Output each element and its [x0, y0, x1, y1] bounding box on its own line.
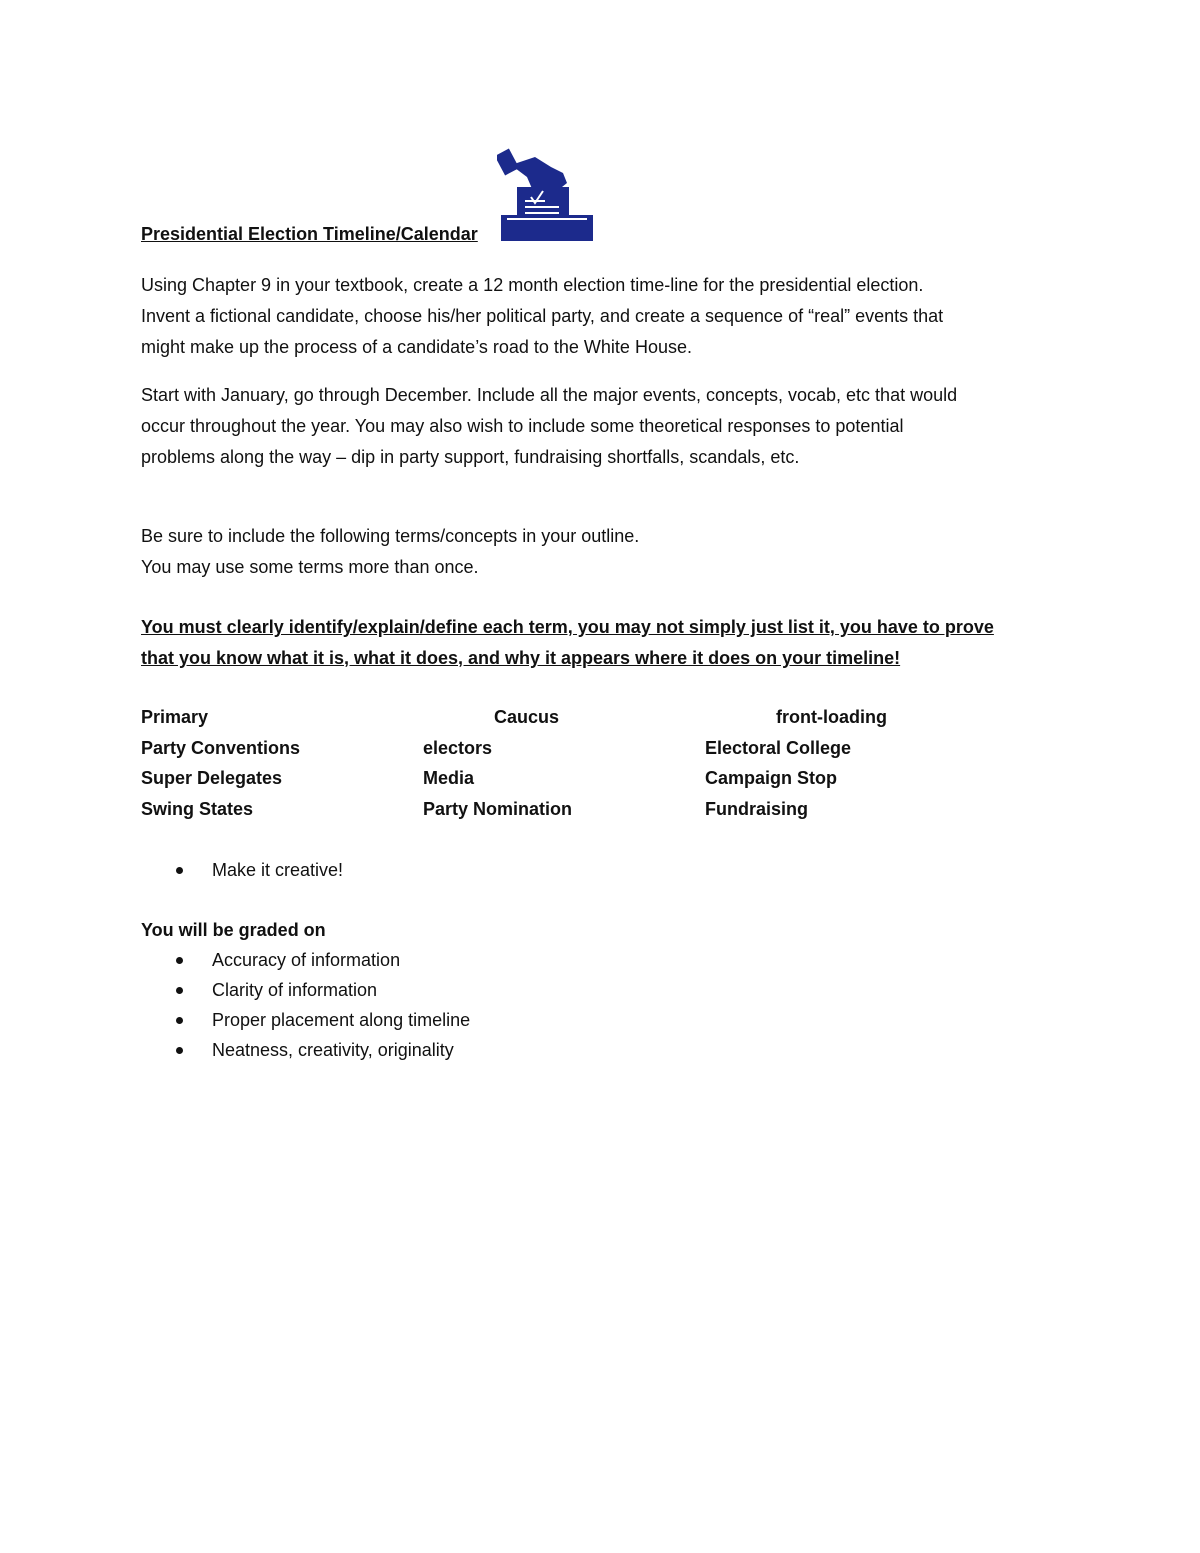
term-item: Fundraising	[705, 799, 808, 819]
paragraph-line: You may use some terms more than once.	[141, 557, 479, 577]
paragraph-line: occur throughout the year. You may also wish to include some theoretical responses to potential	[141, 416, 904, 436]
list-item	[141, 975, 470, 1005]
creative-list	[141, 855, 343, 885]
instructions-paragraph-1	[141, 270, 1061, 363]
list-item-text: Clarity of information	[212, 980, 378, 1000]
term-item: electors	[423, 738, 493, 758]
term-item: front-loading	[776, 707, 887, 727]
grading-list	[141, 945, 470, 1065]
term-item: Caucus	[494, 707, 560, 727]
bullet-icon	[176, 987, 183, 994]
instructions-paragraph-3	[141, 521, 1061, 583]
paragraph-line: Be sure to include the following terms/concepts in your outline.	[141, 526, 640, 546]
term-item: Party Conventions	[141, 738, 301, 758]
list-item	[141, 1005, 470, 1035]
document-title: Presidential Election Timeline/Calendar	[141, 224, 478, 244]
paragraph-line: You must clearly identify/explain/define each term, you may not simply just list it, you have to prove	[141, 617, 994, 637]
requirement-emphasis	[141, 612, 1061, 674]
list-item-text: Neatness, creativity, originality	[212, 1040, 454, 1060]
paragraph-line: Start with January, go through December. Include all the major events, concepts, vocab, etc that would	[141, 385, 958, 405]
paragraph-line: that you know what it is, what it does, and why it appears where it does on your timeline!	[141, 648, 901, 668]
list-item	[141, 855, 343, 885]
list-item	[141, 1035, 470, 1065]
term-item: Swing States	[141, 799, 254, 819]
term-item: Media	[423, 768, 475, 788]
list-item	[141, 945, 470, 975]
paragraph-line: Using Chapter 9 in your textbook, create a 12 month election time-line for the presidential election.	[141, 275, 924, 295]
bullet-icon	[176, 957, 183, 964]
instructions-paragraph-2	[141, 380, 1061, 473]
list-item-text: Accuracy of information	[212, 950, 401, 970]
paragraph-line: might make up the process of a candidate’s road to the White House.	[141, 337, 692, 357]
bullet-icon	[176, 867, 183, 874]
term-item: Primary	[141, 707, 209, 727]
term-item: Party Nomination	[423, 799, 573, 819]
bullet-icon	[176, 1017, 183, 1024]
list-item-text: Make it creative!	[212, 860, 344, 880]
term-item: Electoral College	[705, 738, 852, 758]
ballot-box-voting-icon	[497, 143, 593, 241]
list-item-text: Proper placement along timeline	[212, 1010, 471, 1030]
term-item: Super Delegates	[141, 768, 283, 788]
paragraph-line: problems along the way – dip in party support, fundraising shortfalls, scandals, etc.	[141, 447, 800, 467]
term-item: Campaign Stop	[705, 768, 838, 788]
grading-title: You will be graded on	[141, 920, 326, 940]
bullet-icon	[176, 1047, 183, 1054]
paragraph-line: Invent a fictional candidate, choose his/her political party, and create a sequence of “real” events that	[141, 306, 944, 326]
